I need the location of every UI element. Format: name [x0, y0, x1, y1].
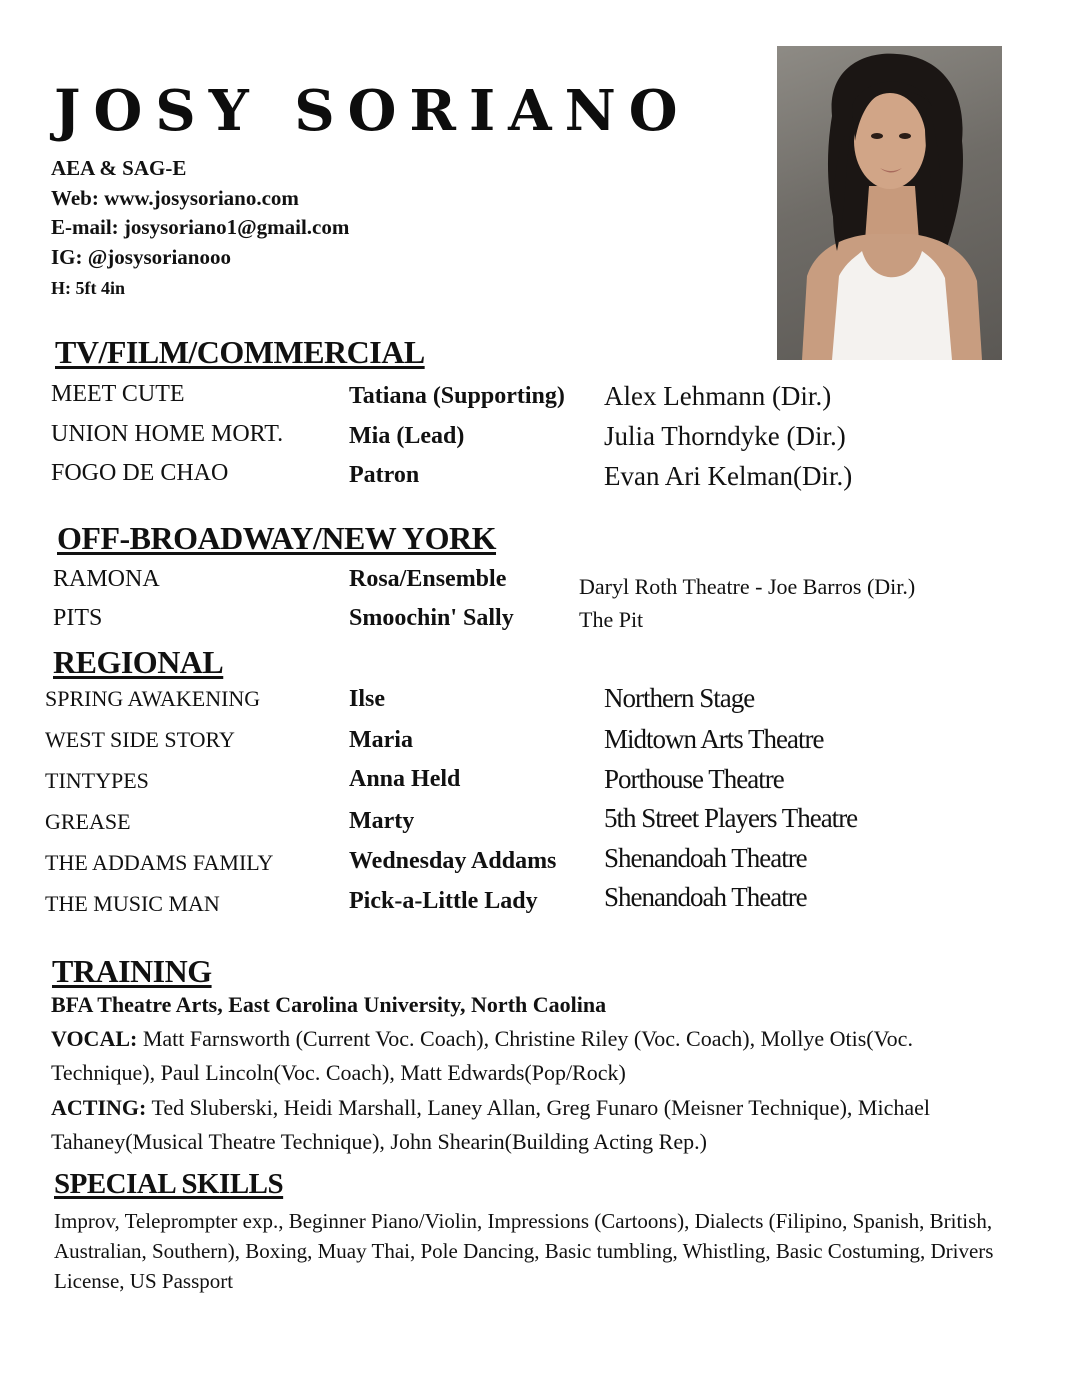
union-affiliation: AEA & SAG-E: [51, 156, 187, 180]
credit-show: WEST SIDE STORY: [45, 727, 235, 752]
instagram: IG: @josysorianooo: [51, 245, 231, 269]
credit-show: TINTYPES: [45, 768, 149, 793]
credit-show: PITS: [53, 605, 103, 631]
credit-venue: Porthouse Theatre: [604, 764, 784, 794]
vocal-label: VOCAL:: [51, 1026, 138, 1051]
section-title-skills: SPECIAL SKILLS: [54, 1168, 284, 1200]
section-title-tv: TV/FILM/COMMERCIAL: [55, 334, 425, 370]
credit-venue: Julia Thorndyke (Dir.): [604, 421, 846, 451]
credit-show: FOGO DE CHAO: [51, 460, 229, 486]
acting-training: [51, 1091, 951, 1159]
email: E-mail: josysoriano1@gmail.com: [51, 215, 350, 239]
credit-role: Smoochin' Sally: [349, 605, 514, 631]
actor-name: JOSY SORIANO: [54, 78, 691, 144]
credit-role: Anna Held: [349, 766, 461, 792]
credit-role: Pick-a-Little Lady: [349, 888, 538, 914]
credit-role: Rosa/Ensemble: [349, 566, 507, 592]
credit-role: Patron: [349, 462, 420, 488]
credit-venue: Midtown Arts Theatre: [604, 724, 824, 754]
credit-show: SPRING AWAKENING: [45, 686, 261, 711]
credit-role: Tatiana (Supporting): [349, 383, 565, 409]
credit-venue: Shenandoah Theatre: [604, 882, 807, 912]
headshot-illustration: [777, 46, 1002, 360]
credit-role: Maria: [349, 727, 413, 753]
degree: BFA Theatre Arts, East Carolina University, North Caolina: [51, 992, 607, 1017]
credit-show: THE ADDAMS FAMILY: [45, 850, 274, 875]
credit-venue: Evan Ari Kelman(Dir.): [604, 461, 853, 491]
headshot-photo: [777, 46, 1002, 360]
acting-text: Ted Sluberski, Heidi Marshall, Laney Allan, Greg Funaro (Meisner Technique), Michael Tahaney(Musical Theatre Technique), John Shearin(Building Acting Rep.): [51, 1095, 930, 1154]
section-title-regional: REGIONAL: [53, 644, 224, 680]
credit-show: GREASE: [45, 809, 131, 834]
vocal-text: Matt Farnsworth (Current Voc. Coach), Christine Riley (Voc. Coach), Mollye Otis(Voc. Technique), Paul Lincoln(Voc. Coach), Matt Edwards(Pop/Rock): [51, 1026, 913, 1085]
credit-venue: The Pit: [579, 607, 644, 632]
credit-role: Mia (Lead): [349, 423, 465, 449]
credit-venue: Northern Stage: [604, 683, 755, 713]
website: Web: www.josysoriano.com: [51, 186, 299, 210]
credit-show: THE MUSIC MAN: [45, 891, 220, 916]
credit-venue: Daryl Roth Theatre - Joe Barros (Dir.): [579, 574, 916, 599]
vocal-training: [51, 1022, 951, 1090]
special-skills-text: Improv, Teleprompter exp., Beginner Piano/Violin, Impressions (Cartoons), Dialects (Filipino, Spanish, British, Australian, Southern), Boxing, Muay Thai, Pole Dancing, Basic tumbling, Whistling, Basic Costuming, Drivers License, US Passport: [54, 1209, 994, 1293]
credit-venue: Alex Lehmann (Dir.): [604, 381, 832, 411]
height: H: 5ft 4in: [51, 278, 125, 298]
section-title-offbroadway: OFF-BROADWAY/NEW YORK: [57, 520, 497, 556]
credit-role: Marty: [349, 808, 415, 834]
credit-role: Ilse: [349, 686, 385, 712]
credit-show: MEET CUTE: [51, 381, 185, 407]
credit-role: Wednesday Addams: [349, 848, 557, 874]
acting-label: ACTING:: [51, 1095, 147, 1120]
credit-show: RAMONA: [53, 566, 160, 592]
credit-venue: 5th Street Players Theatre: [604, 803, 858, 833]
section-title-training: TRAINING: [52, 953, 212, 989]
credit-show: UNION HOME MORT.: [51, 421, 284, 447]
credit-venue: Shenandoah Theatre: [604, 843, 807, 873]
